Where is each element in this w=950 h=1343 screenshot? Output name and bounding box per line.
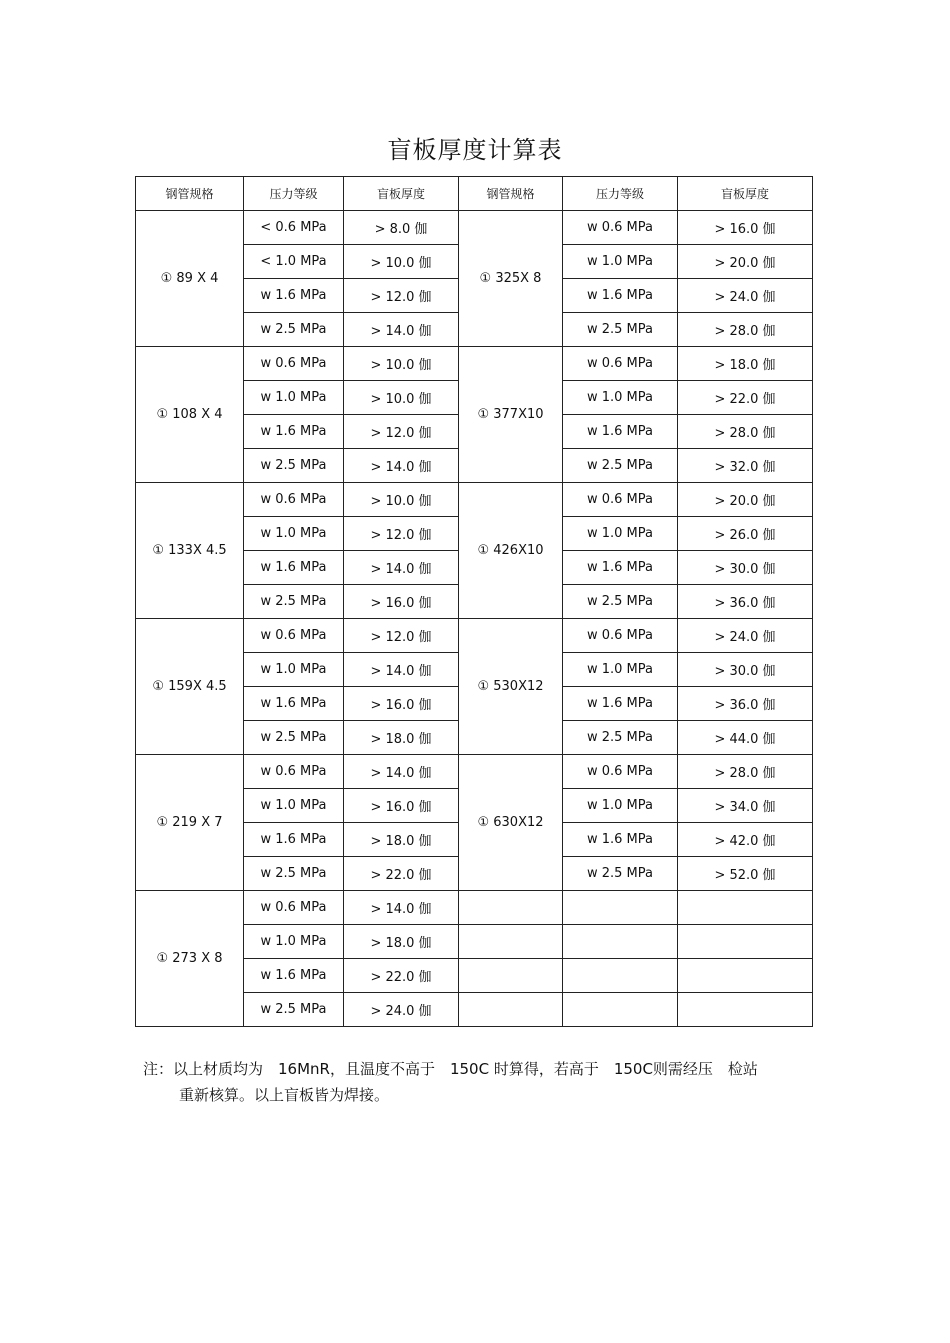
table-row [136,483,813,517]
empty-cell [459,959,563,993]
pressure-cell: w 2.5 MPa [244,857,344,891]
pipe-spec-cell: ① 325X 8 [459,211,563,347]
pressure-cell: w 1.0 MPa [563,245,678,279]
pressure-cell: w 1.0 MPa [244,517,344,551]
pressure-cell: w 1.6 MPa [244,687,344,721]
pipe-spec-cell: ① 133X 4.5 [136,483,244,619]
pipe-spec-cell: ① 273 X 8 [136,891,244,1027]
thickness-cell: > 28.0 伽 [678,755,813,789]
thickness-cell: > 18.0 伽 [344,721,459,755]
empty-cell [459,925,563,959]
pressure-cell: w 2.5 MPa [244,585,344,619]
thickness-cell: > 26.0 伽 [678,517,813,551]
pressure-cell: w 1.6 MPa [244,959,344,993]
table-row [136,755,813,789]
thickness-cell: > 44.0 伽 [678,721,813,755]
thickness-cell: > 20.0 伽 [678,483,813,517]
thickness-cell: > 14.0 伽 [344,449,459,483]
thickness-cell: > 28.0 伽 [678,415,813,449]
pressure-cell: w 2.5 MPa [244,313,344,347]
thickness-cell: > 28.0 伽 [678,313,813,347]
thickness-cell: > 34.0 伽 [678,789,813,823]
pressure-cell: w 1.0 MPa [244,653,344,687]
pressure-cell: w 0.6 MPa [563,211,678,245]
pressure-cell: w 0.6 MPa [563,755,678,789]
pressure-cell: w 1.6 MPa [563,551,678,585]
thickness-cell: > 32.0 伽 [678,449,813,483]
footnote-line-1: 注：以上材质均为 16MnR，且温度不高于 150C 时算得，若高于 150C则需经压 检站 [143,1060,758,1078]
thickness-cell: > 42.0 伽 [678,823,813,857]
thickness-cell: > 16.0 伽 [344,687,459,721]
empty-cell [459,891,563,925]
pressure-cell: w 0.6 MPa [244,347,344,381]
thickness-cell: > 24.0 伽 [344,993,459,1027]
thickness-cell: > 16.0 伽 [678,211,813,245]
pressure-cell: w 0.6 MPa [244,619,344,653]
page-title: 盲板厚度计算表 [387,136,563,164]
pressure-cell: w 0.6 MPa [244,755,344,789]
pressure-cell: w 0.6 MPa [563,483,678,517]
pressure-cell: w 2.5 MPa [244,721,344,755]
pressure-cell: w 1.0 MPa [563,789,678,823]
pressure-cell: w 1.6 MPa [244,415,344,449]
pressure-cell: w 1.0 MPa [244,789,344,823]
thickness-cell: > 14.0 伽 [344,653,459,687]
thickness-cell: > 12.0 伽 [344,517,459,551]
pipe-spec-cell: ① 159X 4.5 [136,619,244,755]
thickness-cell: > 22.0 伽 [344,857,459,891]
header-pipe-spec: 钢管规格 [136,177,244,211]
thickness-cell: > 24.0 伽 [678,619,813,653]
pipe-spec-cell: ① 630X12 [459,755,563,891]
header-pipe-spec: 钢管规格 [459,177,563,211]
thickness-cell: > 14.0 伽 [344,891,459,925]
empty-cell [563,993,678,1027]
footnote-line-2: 重新核算。以上盲板皆为焊接。 [179,1086,390,1104]
thickness-cell: > 18.0 伽 [344,823,459,857]
empty-cell [563,891,678,925]
pressure-cell: w 0.6 MPa [244,891,344,925]
thickness-cell: > 22.0 伽 [678,381,813,415]
pressure-cell: w 1.6 MPa [244,279,344,313]
thickness-cell: > 12.0 伽 [344,619,459,653]
header-plate-thickness: 盲板厚度 [344,177,459,211]
thickness-cell: > 10.0 伽 [344,245,459,279]
thickness-cell: > 30.0 伽 [678,653,813,687]
thickness-cell: > 14.0 伽 [344,755,459,789]
pipe-spec-cell: ① 426X10 [459,483,563,619]
thickness-cell: > 16.0 伽 [344,585,459,619]
thickness-cell: > 30.0 伽 [678,551,813,585]
pipe-spec-cell: ① 377X10 [459,347,563,483]
header-pressure-class: 压力等级 [563,177,678,211]
table-body [136,211,813,1027]
table-row [136,347,813,381]
table-header-row [136,177,813,211]
header-plate-thickness: 盲板厚度 [678,177,813,211]
pressure-cell: w 1.6 MPa [244,551,344,585]
pressure-cell: w 0.6 MPa [244,483,344,517]
thickness-cell: > 12.0 伽 [344,415,459,449]
empty-cell [563,959,678,993]
thickness-cell: > 36.0 伽 [678,585,813,619]
pressure-cell: w 2.5 MPa [244,993,344,1027]
pressure-cell: w 1.0 MPa [244,925,344,959]
thickness-cell: > 52.0 伽 [678,857,813,891]
empty-cell [678,993,813,1027]
thickness-cell: > 16.0 伽 [344,789,459,823]
thickness-cell: > 18.0 伽 [344,925,459,959]
empty-cell [678,959,813,993]
footnote [143,1056,815,1108]
thickness-cell: > 10.0 伽 [344,347,459,381]
blind-plate-thickness-table [135,176,813,1027]
pressure-cell: w 1.0 MPa [563,381,678,415]
table-row [136,891,813,925]
pipe-spec-cell: ① 108 X 4 [136,347,244,483]
pressure-cell: w 1.6 MPa [563,279,678,313]
pressure-cell: w 1.0 MPa [563,517,678,551]
thickness-cell: > 10.0 伽 [344,381,459,415]
thickness-cell: > 10.0 伽 [344,483,459,517]
pipe-spec-cell: ① 530X12 [459,619,563,755]
pressure-cell: w 2.5 MPa [244,449,344,483]
thickness-cell: > 22.0 伽 [344,959,459,993]
thickness-cell: > 24.0 伽 [678,279,813,313]
pressure-cell: < 0.6 MPa [244,211,344,245]
pressure-cell: w 2.5 MPa [563,449,678,483]
pressure-cell: w 0.6 MPa [563,619,678,653]
empty-cell [563,925,678,959]
pressure-cell: w 1.6 MPa [563,687,678,721]
pipe-spec-cell: ① 219 X 7 [136,755,244,891]
pressure-cell: w 1.6 MPa [244,823,344,857]
pressure-cell: w 2.5 MPa [563,857,678,891]
thickness-cell: > 20.0 伽 [678,245,813,279]
thickness-cell: > 8.0 伽 [344,211,459,245]
thickness-cell: > 12.0 伽 [344,279,459,313]
table-row [136,211,813,245]
pressure-cell: w 1.0 MPa [563,653,678,687]
thickness-cell: > 36.0 伽 [678,687,813,721]
header-pressure-class: 压力等级 [244,177,344,211]
pressure-cell: w 0.6 MPa [563,347,678,381]
pressure-cell: w 1.0 MPa [244,381,344,415]
thickness-cell: > 14.0 伽 [344,551,459,585]
pressure-cell: < 1.0 MPa [244,245,344,279]
pressure-cell: w 1.6 MPa [563,823,678,857]
empty-cell [678,891,813,925]
pressure-cell: w 2.5 MPa [563,585,678,619]
pressure-cell: w 2.5 MPa [563,721,678,755]
empty-cell [459,993,563,1027]
empty-cell [678,925,813,959]
pressure-cell: w 1.6 MPa [563,415,678,449]
pipe-spec-cell: ① 89 X 4 [136,211,244,347]
thickness-cell: > 14.0 伽 [344,313,459,347]
thickness-cell: > 18.0 伽 [678,347,813,381]
pressure-cell: w 2.5 MPa [563,313,678,347]
table-row [136,619,813,653]
